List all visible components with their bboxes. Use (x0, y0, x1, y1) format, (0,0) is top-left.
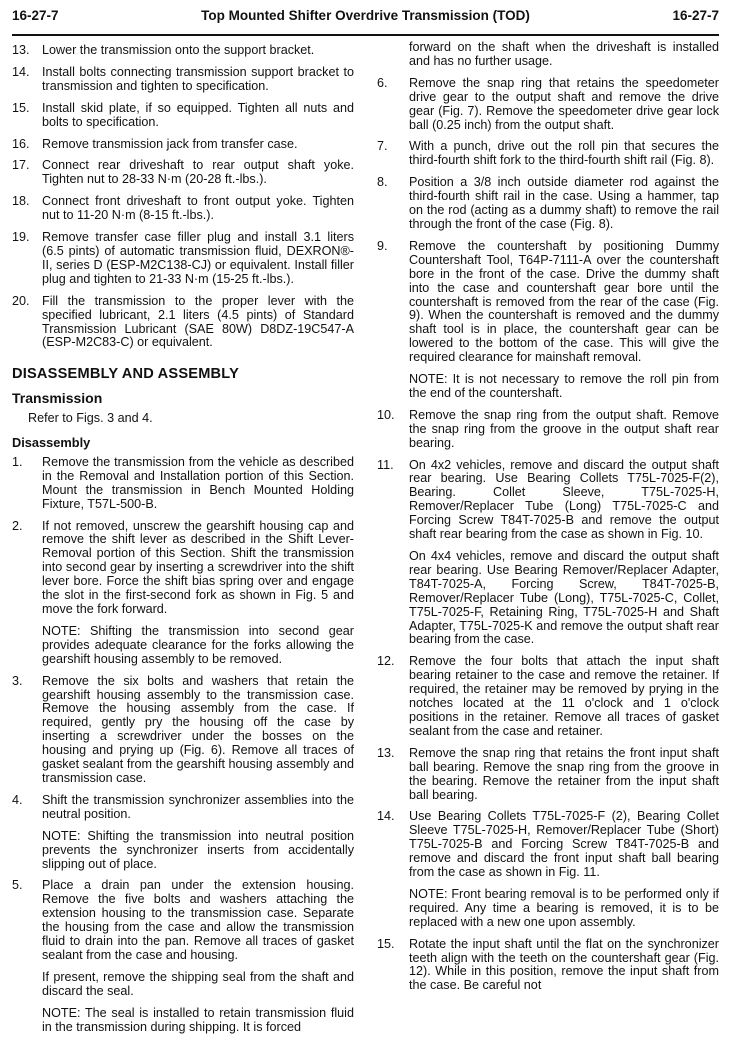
step (12, 159, 354, 187)
disassembly-steps-list (12, 456, 354, 1035)
step-number: 2. (12, 518, 23, 533)
list-item (12, 102, 354, 130)
step (377, 655, 719, 738)
page-title: Top Mounted Shifter Overdrive Transmission (TOD) (201, 8, 530, 23)
step (377, 747, 719, 803)
step-text: Remove the countershaft by positioning Dummy Countershaft Tool, T64P-7111-A over the countershaft bore in the front of the case. Drive the dummy shaft into the case and countershaft gear bore until the countershaft is removed from the rear of the case (Fig. 9). When the countershaft is removed and the dummy shaft tool is in place, the countershaft gear can be lowered to the bottom of the case. This will give the required clearance for mainshaft removal. (409, 238, 719, 365)
page-number-left: 16-27-7 (12, 8, 59, 23)
step-text: Use Bearing Collets T75L-7025-F (2), Bearing Collet Sleeve T75L-7025-H, Remover/Replacer Tube (Short) T75L-7025-B and Forcing Screw T84T-7025-B and remove and discard the front input shaft ball bearing from the case as shown in Fig. 11. (409, 809, 719, 880)
step-text: Remove the snap ring that retains the speedometer drive gear to the output shaft and remove the drive gear (Fig. 7). Remove the speedometer drive gear lock ball (0.25 inch) from the output shaft. (409, 75, 719, 132)
step-text: Remove the transmission from the vehicle as described in the Removal and Installation portion of this Section. Mount the transmission in Bench Mounted Holding Fixture, T57L-500-B. (42, 454, 354, 511)
step (377, 938, 719, 994)
continued-note: forward on the shaft when the driveshaft is installed and has no further usage. (409, 40, 719, 68)
step-number: 6. (377, 75, 388, 90)
list-item (12, 794, 354, 872)
list-item (12, 295, 354, 351)
step-number: 11. (377, 457, 394, 472)
step-number: 19. (12, 230, 30, 245)
step (377, 459, 719, 542)
list-item (377, 409, 719, 451)
step-note: NOTE: Shifting the transmission into second gear provides adequate clearance for the forks allowing the gearshift housing assembly to be removed. (42, 623, 354, 666)
step (12, 44, 354, 58)
step-number: 15. (377, 936, 395, 951)
step-number: 15. (12, 100, 30, 115)
step-number: 16. (12, 136, 30, 151)
step-number: 1. (12, 454, 23, 469)
step-text: Remove the four bolts that attach the input shaft bearing retainer to the case and remove the retainer. If required, the retainer may be removed by prying in the notches located at the 11 o'clock and 1 o'clock positions in the retainer. Remove all traces of gasket sealant from the case and retainer. (409, 654, 719, 738)
step-text: On 4x2 vehicles, remove and discard the output shaft rear bearing. Use Bearing Collets T75L-7025-F(2), Bearing. Collet Sleeve, T75L-7025-H, Remover/Replacer Tube (Long) T75L-7025-C and Forcing Screw T84T-7025-B and remove the output shaft rear bearing from the case as shown in Fig. 10. (409, 457, 719, 542)
list-item (377, 655, 719, 738)
step-text: Connect rear driveshaft to rear output shaft yoke. Tighten nut to 28-33 N·m (20-28 ft.-lbs.). (42, 158, 354, 187)
list-item (377, 747, 719, 803)
step (12, 520, 354, 617)
step-number: 4. (12, 792, 23, 807)
list-item (12, 44, 354, 58)
step-number: 5. (12, 878, 23, 893)
page-header (12, 8, 719, 36)
list-item (12, 159, 354, 187)
step-note: NOTE: The seal is installed to retain transmission fluid in the transmission during shipping. It is forced (42, 1005, 354, 1034)
list-item (12, 66, 354, 94)
list-item (12, 879, 354, 1034)
step-text: With a punch, drive out the roll pin that secures the third-fourth shift fork to the third-fourth shift rail (Fig. 8). (409, 139, 719, 168)
step-number: 9. (377, 238, 388, 253)
step-number: 12. (377, 654, 395, 669)
step-note: NOTE: Shifting the transmission into neutral position prevents the synchronizer inserts from accidentally slipping out of place. (42, 828, 354, 871)
disassembly-steps-list-continued (377, 77, 719, 993)
list-item (12, 520, 354, 667)
right-column (377, 41, 719, 1001)
list-item (12, 231, 354, 287)
step-number: 20. (12, 293, 30, 308)
installation-steps-list (12, 44, 354, 350)
list-item (377, 810, 719, 929)
step-number: 13. (377, 745, 395, 760)
step-number: 14. (377, 809, 395, 824)
step-number: 18. (12, 194, 30, 209)
step (12, 456, 354, 512)
step-text: Remove transfer case filler plug and install 3.1 liters (6.5 pints) of automatic transmission fluid, DEXRON®-II, series D (ESP-M2C138-CJ) or equivalent. Install filler plug and tighten to 21-33 N·m (15-25 ft.-lbs.). (42, 230, 354, 286)
step (377, 140, 719, 168)
step (12, 231, 354, 287)
page-number-right: 16-27-7 (672, 8, 719, 23)
step (12, 879, 354, 962)
step-text: Shift the transmission synchronizer assemblies into the neutral position. (42, 792, 354, 821)
list-item (377, 938, 719, 994)
step-text: Remove the six bolts and washers that retain the gearshift housing assembly to the transmission case. Remove the housing assembly from the case. If required, gently pry the housing off the case by inserting a screwdriver under the bosses on the housing and prying up (Fig. 6). Remove all traces of gasket sealant from the gearshift housing assembly and transmission case. (42, 673, 354, 785)
step (377, 409, 719, 451)
step (377, 176, 719, 232)
step (12, 675, 354, 786)
list-item (377, 240, 719, 401)
step-paragraph: On 4x4 vehicles, remove and discard the output shaft rear bearing. Use Bearing Remover/Replacer Adapter, T84T-7025-A, Forcing Screw, T84T-7025-B, Remover/Replacer Tube (Long), T75L-7025-C, Collet, T75L-7025-F, Retaining Ring, T75L-7025-H and Shaft Adapter, T75L-7025-K and remove the output shaft rear bearing from the case. (409, 549, 719, 647)
step-note: NOTE: Front bearing removal is to be performed only if required. Any time a bearing is removed, it is to be replaced with a new one upon assembly. (409, 886, 719, 929)
step (377, 77, 719, 133)
step-text: Install bolts connecting transmission support bracket to transmission and tighten to specification. (42, 64, 354, 93)
step-note: NOTE: It is not necessary to remove the roll pin from the end of the countershaft. (409, 372, 719, 400)
step (12, 66, 354, 94)
step-number: 7. (377, 139, 388, 154)
disassembly-heading: Disassembly (12, 435, 91, 451)
subsection-heading: Transmission (12, 390, 103, 407)
step-text: Remove the snap ring from the output shaft. Remove the snap ring from the groove in the output shaft rear bearing. (409, 407, 719, 450)
section-heading: DISASSEMBLY AND ASSEMBLY (12, 366, 239, 383)
step-number: 14. (12, 64, 30, 79)
step (377, 810, 719, 880)
list-item (12, 195, 354, 223)
step-text: If not removed, unscrew the gearshift housing cap and remove the shift lever as described in the Shift Lever-Removal portion of this Section. Shift the transmission into second gear by inserting a screwdriver into the shift lever bore. Force the shift bias spring over and engage the slot in the first-second fork as shown in Fig. 5 and move the fork forward. (42, 518, 354, 616)
step-text: Rotate the input shaft until the flat on the synchronizer teeth align with the teeth on the countershaft gear (Fig. 12). While in this position, remove the input shaft from the case. Be careful not (409, 936, 719, 993)
list-item (377, 140, 719, 168)
step-text: Fill the transmission to the proper lever with the specified lubricant, 2.1 liters (4.5 pints) of Standard Transmission Lubricant (SAE 80W) D8DZ-19C547-A (ESP-M2C83-C) or equivalent. (42, 293, 354, 350)
step-number: 8. (377, 175, 388, 190)
step-paragraph: If present, remove the shipping seal from the shaft and discard the seal. (42, 969, 354, 998)
step-text: Connect front driveshaft to front output yoke. Tighten nut to 11-20 N·m (8-15 ft.-lbs.). (42, 194, 354, 223)
step (12, 138, 354, 152)
step-text: Position a 3/8 inch outside diameter rod against the third-fourth shift rail in the case. Using a hammer, tap on the rod (acting as a dummy shaft) to remove the rail through the front of the case (Fig. 8). (409, 175, 719, 231)
step-text: Remove transmission jack from transfer case. (42, 136, 298, 151)
step-text: Place a drain pan under the extension housing. Remove the five bolts and washers attaching the extension housing to the transmission case. Separate the housing from the case and allow the transmission fluid to drain into the pan. Remove all traces of gasket sealant from the case and housing. (42, 878, 354, 962)
list-item (12, 456, 354, 512)
step-number: 17. (12, 158, 30, 173)
list-item (12, 675, 354, 786)
step (12, 195, 354, 223)
step (12, 102, 354, 130)
step-number: 10. (377, 407, 395, 422)
list-item (12, 138, 354, 152)
figure-reference: Refer to Figs. 3 and 4. (28, 411, 153, 426)
step-text: Lower the transmission onto the support bracket. (42, 43, 315, 57)
step-text: Remove the snap ring that retains the front input shaft ball bearing. Remove the snap ring from the groove in the bearing. Remove the retainer from the input shaft ball bearing. (409, 745, 719, 802)
step (12, 794, 354, 822)
step (12, 295, 354, 351)
list-item (377, 77, 719, 133)
left-column (12, 44, 354, 1042)
list-item (377, 176, 719, 232)
step-number: 3. (12, 673, 23, 688)
step (377, 240, 719, 365)
step-number: 13. (12, 43, 30, 57)
step-text: Install skid plate, if so equipped. Tighten all nuts and bolts to specification. (42, 100, 354, 129)
list-item (377, 459, 719, 648)
